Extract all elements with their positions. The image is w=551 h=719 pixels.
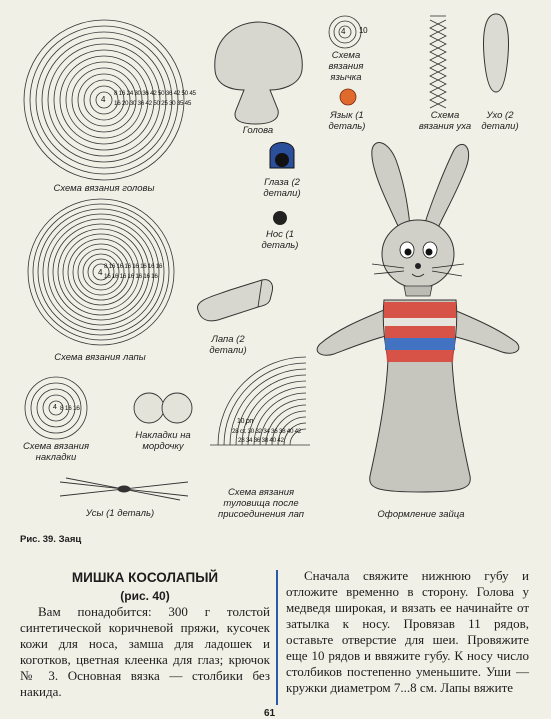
paw-scheme-label: Схема вязания лапы [54,352,146,363]
tongue-scheme-number: 10 [359,26,368,35]
head-scheme-center: 4 [101,95,106,104]
pad-scheme-center: 4 [53,404,57,411]
pad-scheme-numbers: 8 16 16 [60,405,80,412]
tongue-scheme-label: Схема вязания язычка [328,50,364,83]
paw-scheme-center: 4 [98,268,103,277]
nose-label: Нос (1 деталь) [261,229,299,251]
page-number: 61 [264,708,276,719]
head-scheme-numbers-top: 8 16 24 30 36 42 50 36 42 50 45 [114,90,196,97]
head-scheme-label: Схема вязания головы [53,183,155,194]
head-label: Голова [242,125,274,136]
body-scheme-label: Схема вязания туловища после присоединения лап [217,487,305,520]
article-paragraph-2: Сначала свяжите нижнюю губу и отложите временно в сторону. Голова у медведя широкая, и вязать ее начинайте от затылка к носу. Провязав 11 рядов, оставьте отверстие для шеи. Провяжите еще 10 рядов и ввяжите губу. К носу число столбиков постепенно уменьшите. Уши — кружки диаметром 7...8 см. Лапы вяжите [286,568,529,695]
eyes-label: Глаза (2 детали) [263,177,301,199]
muzzle-pads-label: Накладки на мордочку [135,430,191,452]
column-divider [276,570,278,705]
paw-scheme-numbers-top: 8 16 16 16 16 16 16 16 [104,263,163,270]
tongue-label: Язык (1 деталь) [328,110,366,132]
body-scheme-numbers: 28 ст. 30 32 34 36 38 40 42 [232,428,302,435]
body-scheme-top: 10 рп [237,418,253,425]
body-scheme-numbers-2: 28 34 36 38 40 42 [238,437,284,444]
whiskers-label: Усы (1 деталь) [85,508,155,519]
article-column-2 [286,568,529,696]
article-paragraph-1: Вам понадобится: 300 г толстой синтетической коричневой пряжи, кусочек кожи для носа, замша для ладошек и коготков, цветная клеенка для глаз; крючок № 3. Основная вязка — столбики без накида. [20,604,270,699]
head-scheme-numbers-bottom: 16 20 30 36 42 50 25 30 35 45 [114,100,192,107]
article-subtitle: (рис. 40) [120,589,170,603]
paw-label: Лапа (2 детали) [209,334,247,356]
ear-scheme-label: Схема вязания уха [418,110,472,132]
hare-figure [317,143,519,492]
ear-label: Ухо (2 детали) [481,110,519,132]
tongue-scheme-center: 4 [341,27,346,36]
article-column-1 [20,604,270,700]
figure-caption: Рис. 39. Заяц [20,534,82,545]
pad-scheme-label: Схема вязания накладки [22,441,90,463]
paw-scheme-numbers-bottom: 16 16 16 16 16 16 16 [104,273,158,280]
hare-design-label: Оформление зайца [377,509,465,520]
article-title: МИШКА КОСОЛАПЫЙ [71,570,219,585]
